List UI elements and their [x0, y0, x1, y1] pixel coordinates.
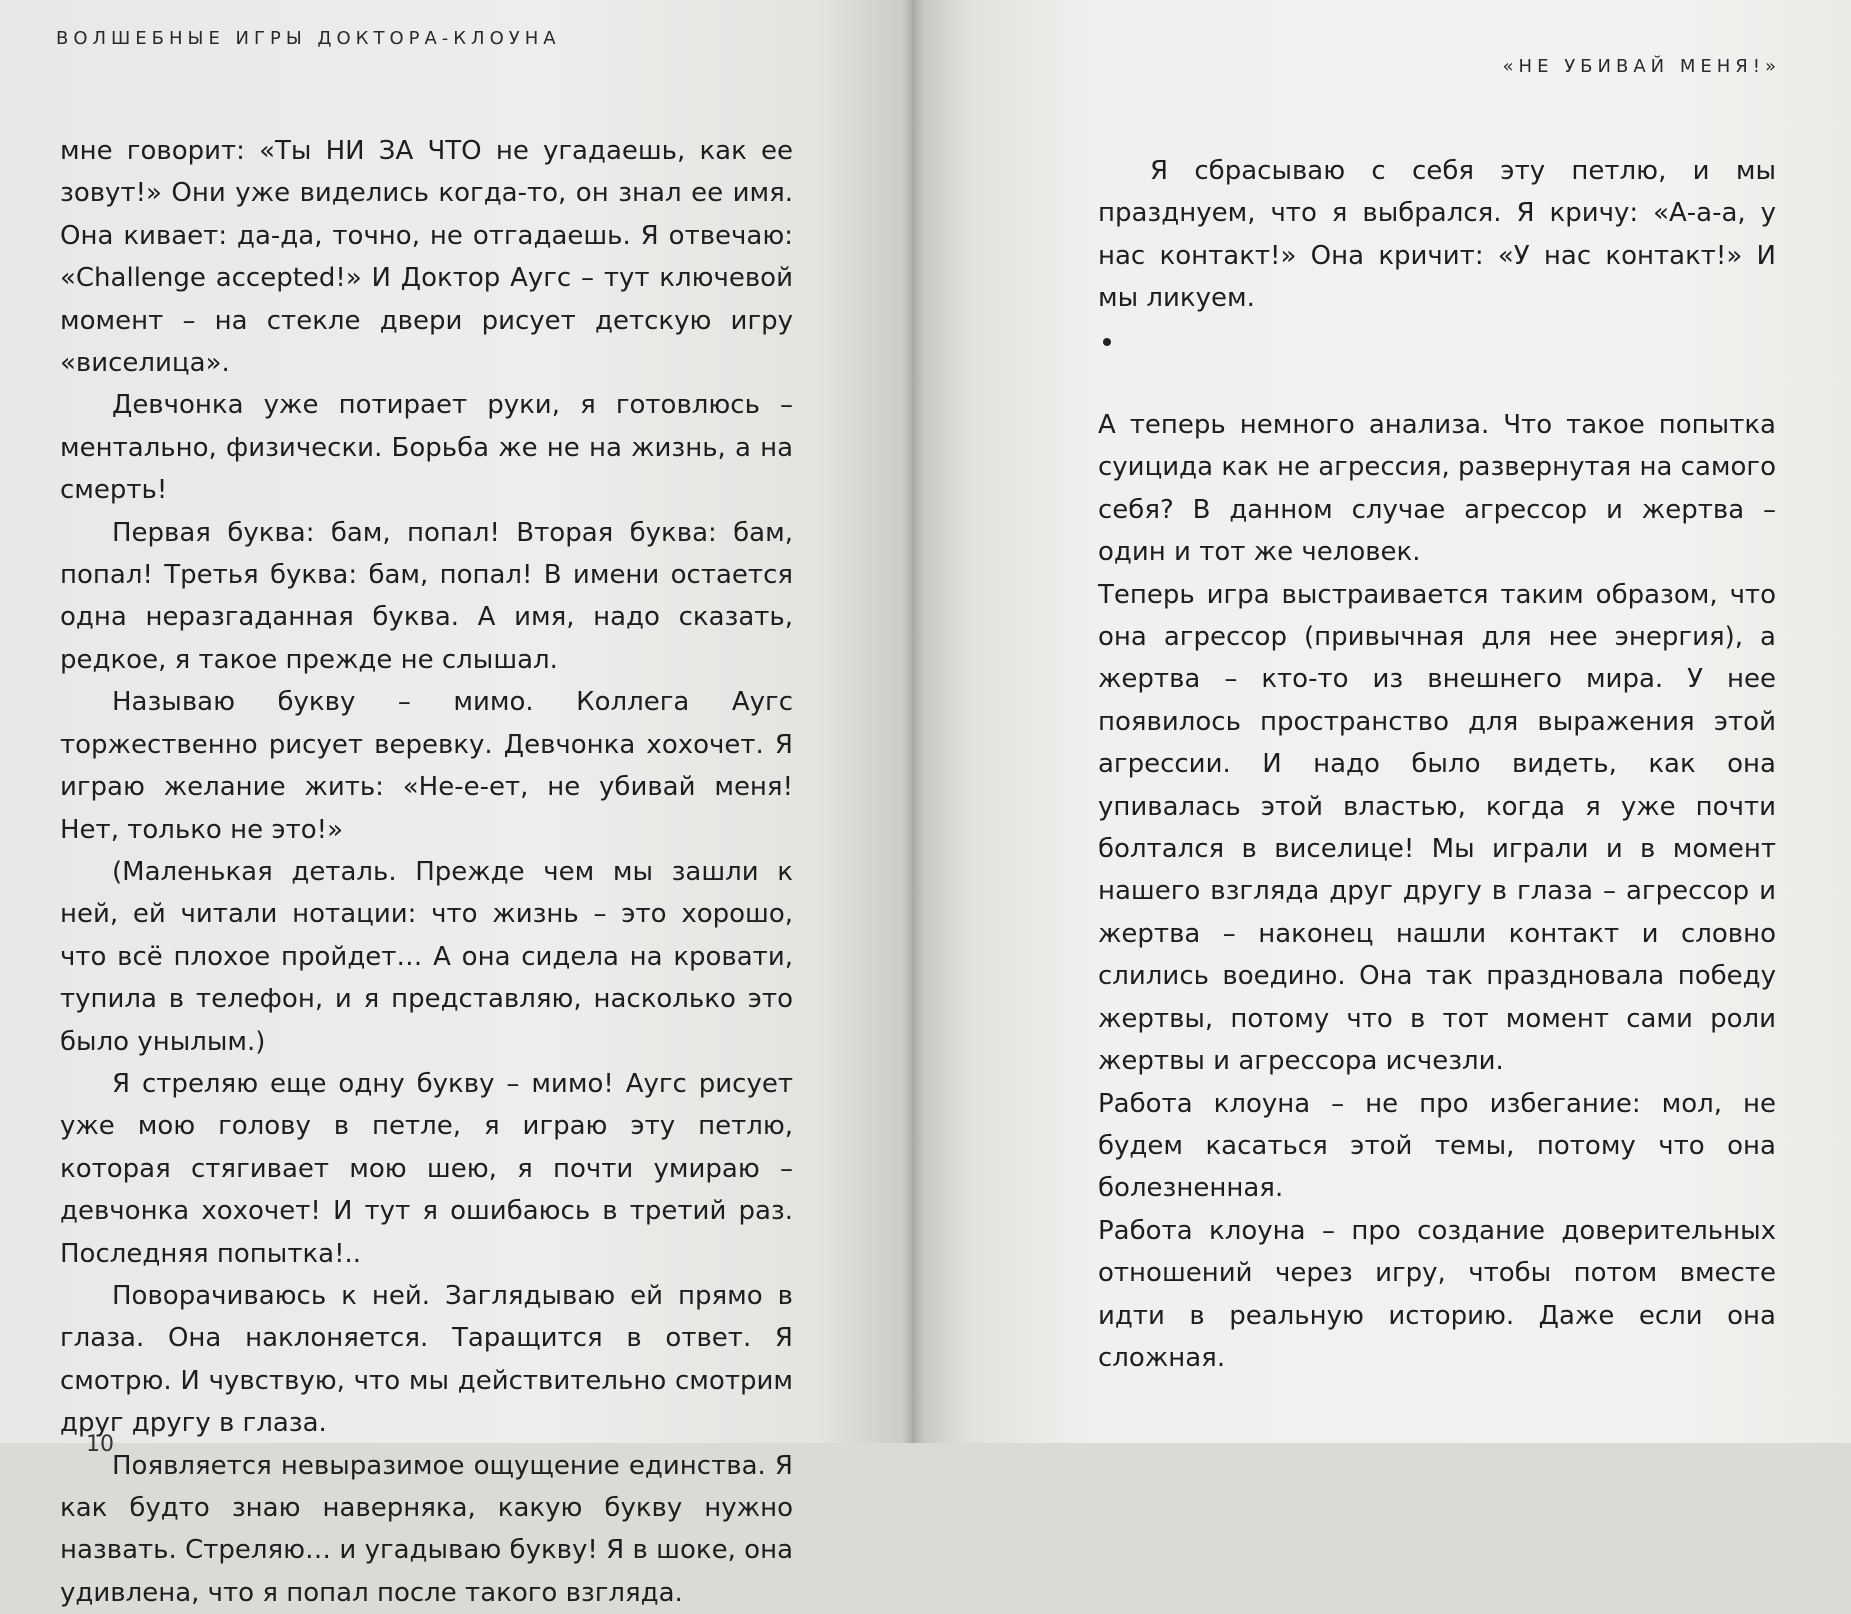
left-page — [0, 0, 912, 1608]
right-running-head: «НЕ УБИВАЙ МЕНЯ!» — [1502, 56, 1781, 77]
paragraph: (Маленькая деталь. Прежде чем мы зашли к ней, ей читали нотации: что жизнь – это хорошо, что всё плохое пройдет… А она сидела на кровати, тупила в телефон, и я представляю, насколько это было унылым.) — [60, 856, 793, 1057]
paragraph: Первая буква: бам, попал! Вторая буква: бам, попал! Третья буква: бам, попал! В имени остается одна неразгаданная буква. А имя, надо сказать, редкое, я такое прежде не слышал. — [60, 517, 793, 675]
page-number: 10 — [86, 1432, 114, 1457]
section-break-bullet — [1103, 338, 1111, 346]
paragraph: мне говорит: «Ты НИ ЗА ЧТО не угадаешь, как ее зовут!» Они уже виделись когда-то, он знал ее имя. Она кивает: да-да, точно, не отгадаешь. Я отвечаю: «Challenge accepted!» И Доктор Аугс – тут ключевой момент – на стекле двери рисует детскую игру «виселица». — [60, 136, 793, 379]
paragraph: Называю букву – мимо. Коллега Аугс торжественно рисует веревку. Девчонка хохочет. Я играю желание жить: «Не-е-ет, не убивай меня! Нет, только не это!» — [60, 687, 793, 845]
right-page-text-bottom — [1098, 404, 1776, 1379]
paragraph: Поворачиваюсь к ней. Заглядываю ей прямо в глаза. Она наклоняется. Таращится в ответ. Я смотрю. И чувствую, что мы действительно смотрим друг другу в глаза. — [60, 1280, 793, 1439]
paragraph: Девчонка уже потирает руки, я готовлюсь – ментально, физически. Борьба же не на жизнь, а на смерть! — [60, 390, 793, 506]
paragraph: А теперь немного анализа. Что такое попытка суицида как не агрессия, развернутая на самого себя? В данном случае агрессор и жертва – один и тот же человек. — [1098, 410, 1776, 568]
right-page-text-top — [1098, 150, 1776, 320]
paragraph: Я стреляю еще одну букву – мимо! Аугс рисует уже мою голову в петле, я играю эту петлю, которая стягивает мою шею, я почти умираю – девчонка хохочет! И тут я ошибаюсь в третий раз. Последняя попытка!.. — [60, 1068, 793, 1269]
left-running-head: ВОЛШЕБНЫЕ ИГРЫ ДОКТОРА-КЛОУНА — [56, 28, 561, 49]
left-page-text — [60, 130, 793, 1614]
paragraph: Я сбрасываю с себя эту петлю, и мы празднуем, что я выбрался. Я кричу: «А-а-а, у нас контакт!» Она кричит: «У нас контакт!» И мы ликуем. — [1098, 156, 1776, 314]
paragraph: Появляется невыразимое ощущение единства. Я как будто знаю наверняка, какую букву нужно назвать. Стреляю… и угадываю букву! Я в шоке, она удивлена, что я попал после такого взгляда. — [60, 1450, 793, 1608]
book-gutter — [902, 0, 924, 1443]
paragraph: Теперь игра выстраивается таким образом, что она агрессор (привычная для нее энергия), а жертва – кто-то из внешнего мира. У нее появилось пространство для выражения этой агрессии. И надо было видеть, как она упивалась этой властью, когда я уже почти болтался в виселице! Мы играли и в момент нашего взгляда друг другу в глаза – агрессор и жертва – наконец нашли контакт и словно слились воедино. Она так праздновала победу жертвы, потому что в тот момент сами роли жертвы и агрессора исчезли. — [1098, 579, 1776, 1077]
paragraph: Работа клоуна – про создание доверительных отношений через игру, чтобы потом вместе идти в реальную историю. Даже если она сложная. — [1098, 1215, 1776, 1373]
paragraph: Работа клоуна – не про избегание: мол, не будем касаться этой темы, потому что она болезненная. — [1098, 1088, 1776, 1204]
